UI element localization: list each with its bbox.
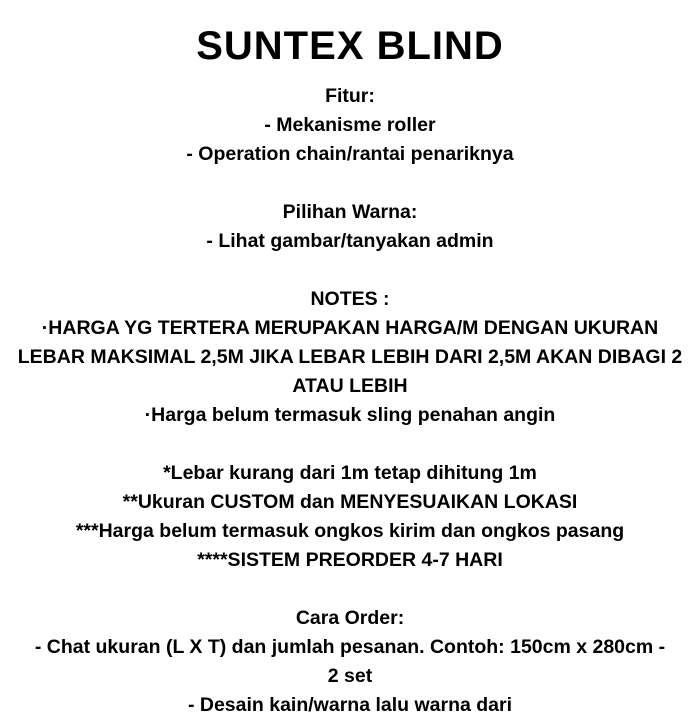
extra-line: ***Harga belum termasuk ongkos kirim dan ongkos pasang — [75, 520, 625, 542]
warna-item: - Lihat gambar/tanyakan admin — [206, 230, 494, 252]
order-line: - Desain kain/warna lalu warna dari — [187, 694, 513, 716]
extra-line: ****SISTEM PREORDER 4-7 HARI — [197, 549, 503, 571]
notes-line: LEBAR MAKSIMAL 2,5M JIKA LEBAR LEBIH DARI 2,5M AKAN DIBAGI 2 — [17, 346, 683, 368]
fitur-heading: Fitur: — [325, 85, 375, 107]
extra-line: **Ukuran CUSTOM dan MENYESUAIKAN LOKASI — [122, 491, 578, 513]
notes-line: ATAU LEBIH — [292, 375, 408, 397]
notes-line: ·HARGA YG TERTERA MERUPAKAN HARGA/M DENGAN UKURAN — [41, 317, 659, 339]
warna-heading: Pilihan Warna: — [282, 201, 418, 223]
extra-line: *Lebar kurang dari 1m tetap dihitung 1m — [163, 462, 537, 484]
fitur-item: - Mekanisme roller — [264, 114, 436, 136]
order-heading: Cara Order: — [295, 607, 405, 629]
order-line: - Chat ukuran (L X T) dan jumlah pesanan. Contoh: 150cm x 280cm - — [34, 636, 666, 658]
order-line: 2 set — [327, 665, 373, 687]
page-title: SUNTEX BLIND — [196, 24, 504, 68]
fitur-item: - Operation chain/rantai penariknya — [186, 143, 514, 165]
notes-line: ·Harga belum termasuk sling penahan angin — [144, 404, 556, 426]
notes-heading: NOTES : — [310, 288, 390, 310]
